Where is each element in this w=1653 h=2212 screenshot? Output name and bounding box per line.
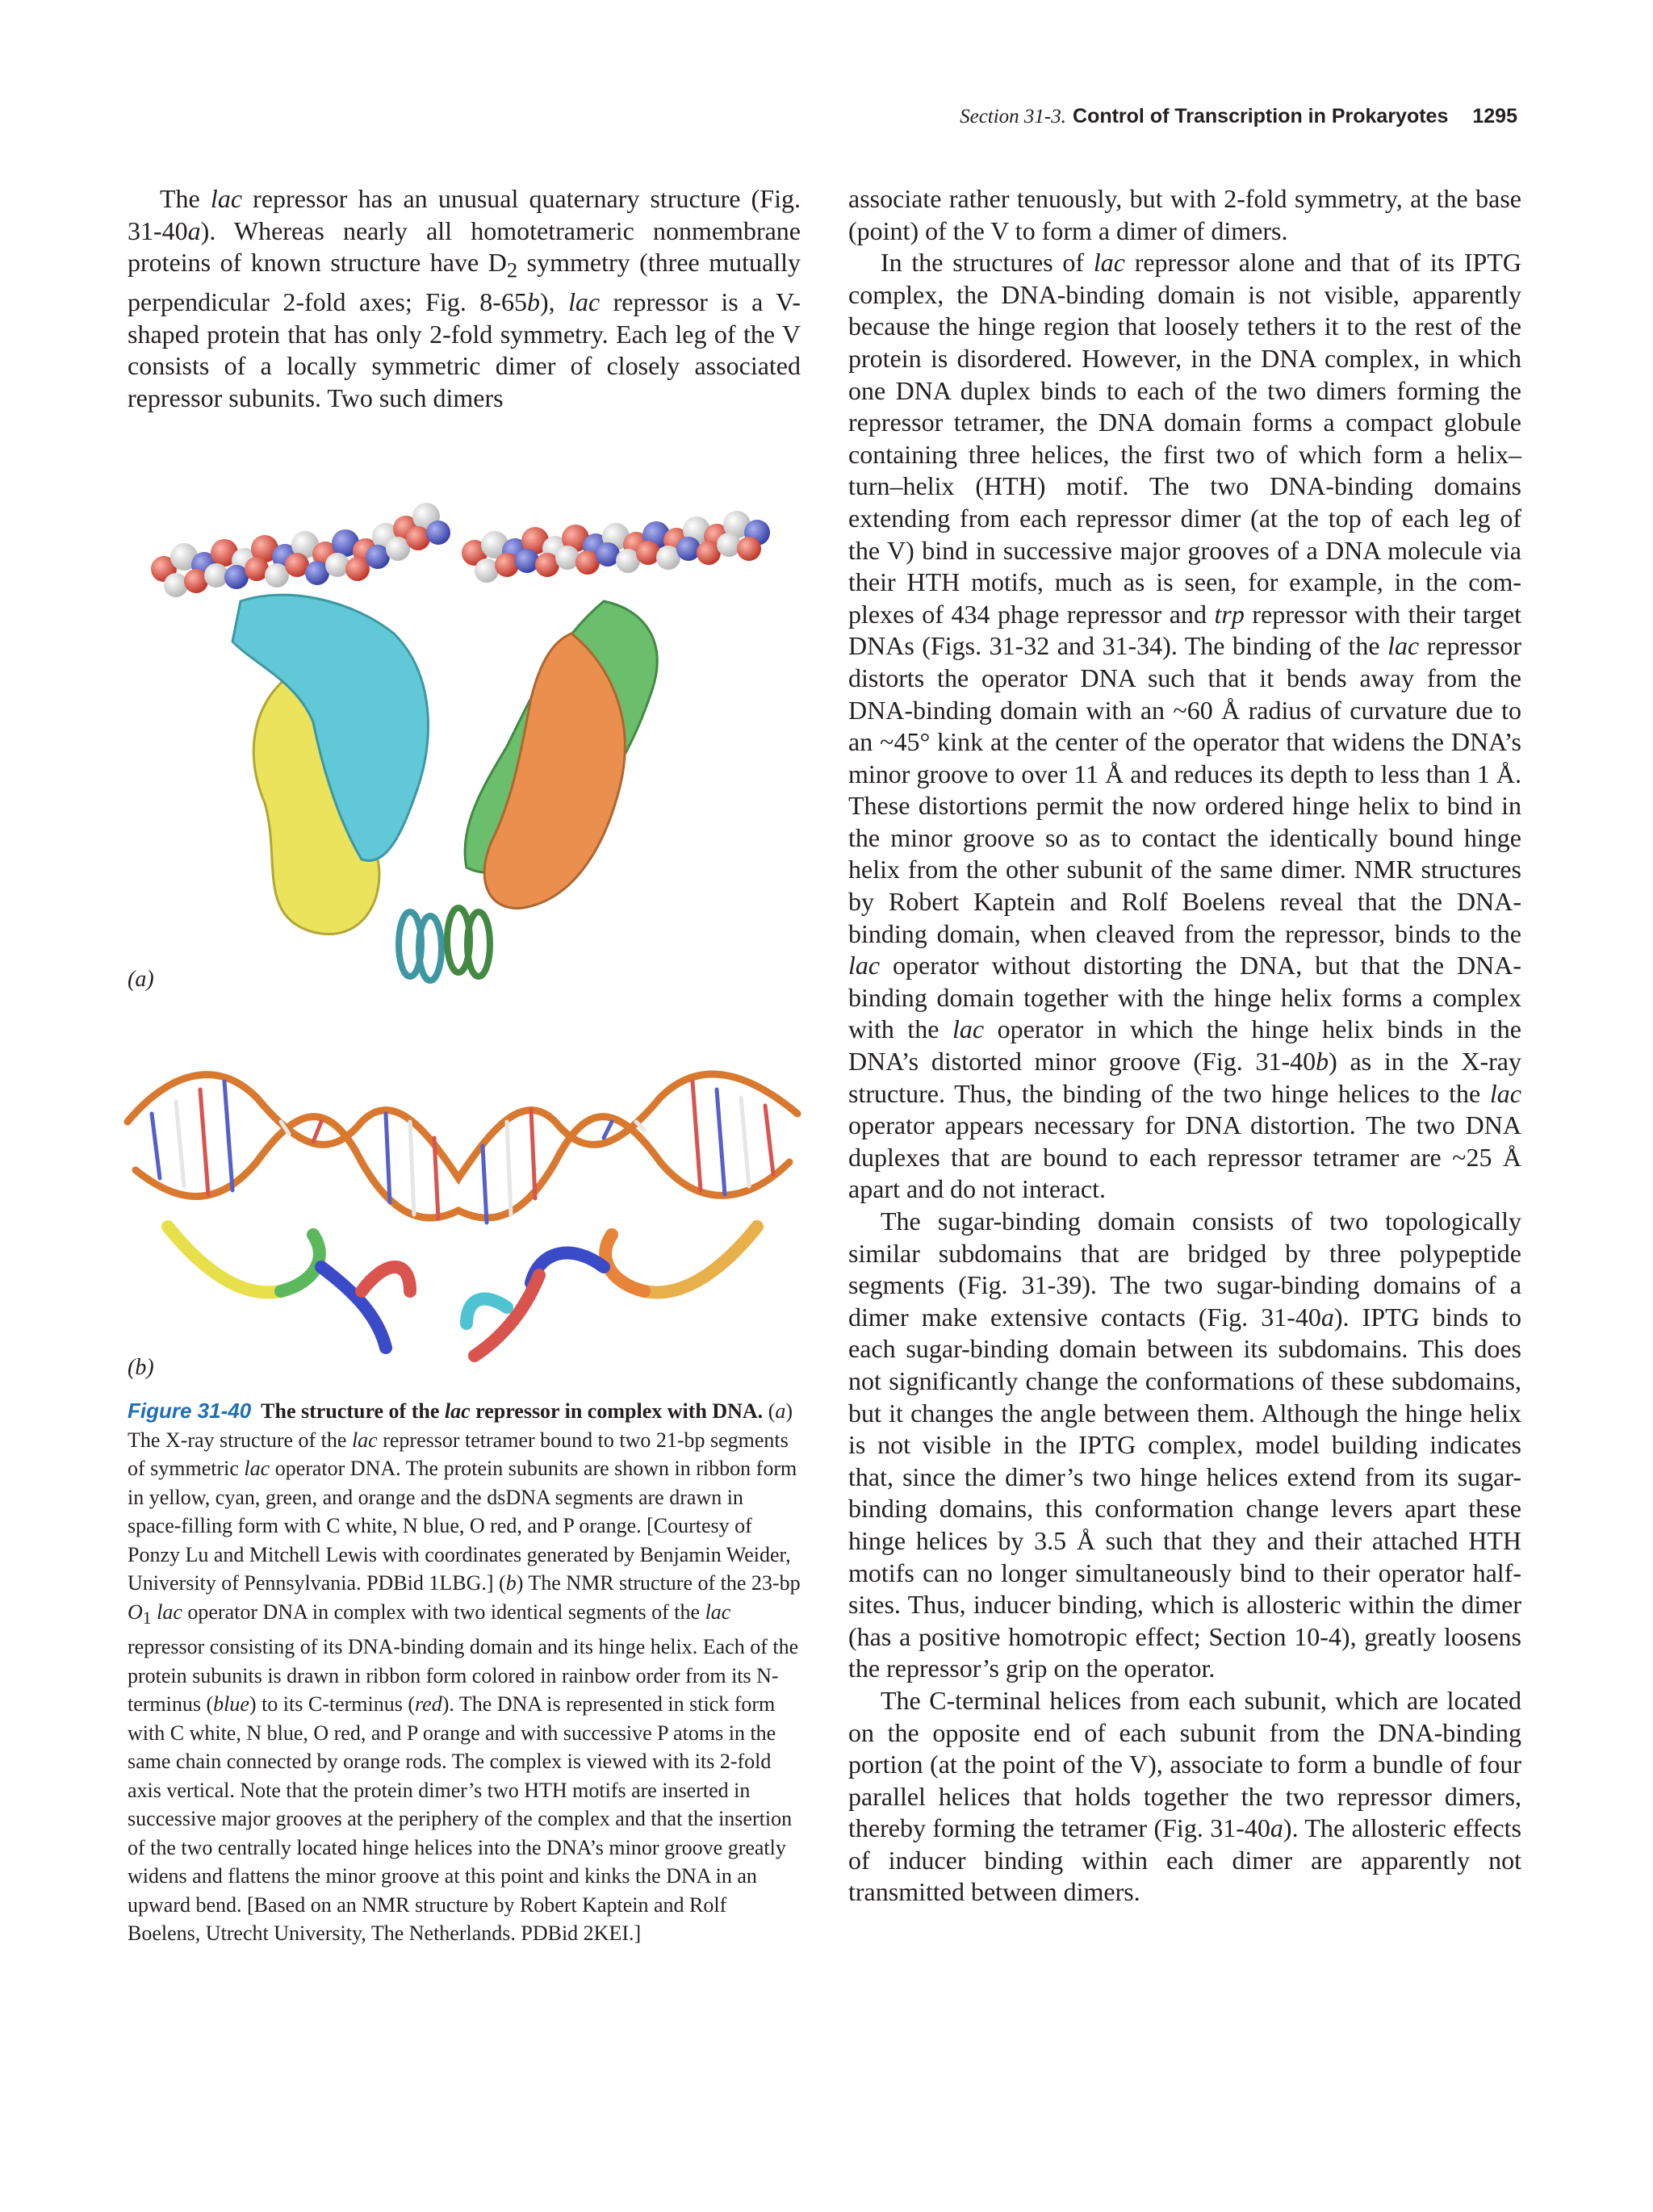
- paragraph: The lac repressor has an unusual quaternary structure (Fig. 31-40a). Whereas nearly all homotetrameric nonmembrane proteins of known structure have $D_2$ symmetry (three mutually perpendicular 2-fold axes; Fig. 8-65b), lac repressor is a V-shaped protein that has only 2-fold symmetry. Each leg of the V consists of a locally symmetric dimer of closely associated repressor subunits. Two such dimers: [128, 184, 801, 412]
- dna-base-sticks: [152, 1081, 773, 1223]
- dna-space-filling-left: [151, 503, 450, 597]
- paragraph: In the structures of lac repressor alone and that of its IPTG complex, the DNA-binding domain is not visible, apparently because the hinge region that loosely tethers it to the rest of the protein is disordered. However, in the DNA complex, in which one DNA duplex binds to each of the two dimers forming the repressor tetramer, the DNA domain forms a compact globule containing three helices, the first two of which form a helix–turn–helix (HTH) motif. The two DNA-binding domains extending from each repressor dimer (at the top of each leg of the V) bind in successive major grooves of a DNA molecule via their HTH motifs, much as is seen, for example, in the complexes of 434 phage repressor and trp repressor with their target DNAs (Figs. 31-32 and 31-34). The binding of the lac repressor distorts the operator DNA such that it bends away from the DNA-binding domain with an ~60 Å radius of curvature due to an ~45° kink at the center of the operator that widens the DNA’s minor groove to over 11 Å and reduces its depth to less than 1 Å. These distortions permit the now ordered hinge helix to bind in the minor groove so as to contact the identically bound hinge helix from the other subunit of the same dimer. NMR structures by Robert Kaptein and Rolf Boelens reveal that the DNA-binding domain, when cleaved from the repressor, binds to the lac operator without distorting the DNA, but that the DNA-binding domain together with the hinge helix forms a complex with the lac operator in which the hinge helix binds in the DNA’s distorted minor groove (Fig. 31-40b) as in the X-ray structure. Thus, the binding of the two hinge helices to the lac operator appears necessary for DNA distortion. The two DNA duplexes that are bound to each repressor tetramer are ~25 Å apart and do not interact.: [848, 248, 1522, 1204]
- panel-a-label: (a): [128, 967, 154, 992]
- left-column-text: [128, 183, 801, 415]
- running-header: [960, 103, 1517, 130]
- paragraph: associate rather tenuously, but with 2-fold symmetry, at the base (point) of the V to form a dimer of dimers.: [848, 184, 1521, 245]
- figure-number: Figure 31-40: [128, 1399, 252, 1423]
- panel-b-label: (b): [128, 1355, 154, 1380]
- paragraph: The sugar-binding domain consists of two topologically similar subdomains that are bridged by three polypeptide segments (Fig. 31-39). The two sugar-binding domains of a dimer make extensive contacts (Fig. 31-40a). IPTG binds to each sugar-binding domain between its subdomains. This does not significantly change the conformations of these subdomains, but it changes the angle between them. Although the hinge helix is not visible in the IPTG complex, model building indicates that, since the dimer’s two hinge helices extend from its sugar-binding domains, this conformation change levers apart these hinge helices by 3.5 Å such that they and their attached HTH motifs can no longer simultaneously bind to their operator half-sites. Thus, inducer binding, which is allosteric within the dimer (has a positive homotropic effect; Section 10-4), greatly loosens the repressor’s grip on the operator.: [848, 1206, 1521, 1683]
- protein-ribbons: [232, 595, 657, 981]
- page-number: 1295: [1472, 105, 1517, 128]
- figure-panel-a: [119, 480, 806, 1005]
- protein-rainbow-ribbons: [168, 1227, 757, 1356]
- figure-caption-body: (a) The X-ray structure of the lac repressor tetramer bound to two 21-bp segments of symmetric lac operator DNA. The protein subunits are shown in ribbon form in yellow, cyan, green, and orange and the dsDNA segments are drawn in space-filling form with C white, N blue, O red, and P orange. [Courtesy of Ponzy Lu and Mitchell Lewis with coordinates generated by Benjamin Weider, University of Pennsylvania. PDBid 1LBG.] (b) The NMR structure of the 23-bp $O_1$ lac operator DNA in complex with two identical segments of the lac repressor consisting of its DNA-binding domain and its hinge helix. Each of the protein subunits is drawn in ribbon form colored in rainbow order from its N-terminus (blue) to its C-terminus (red). The DNA is represented in stick form with C white, N blue, O red, and P orange and with successive P atoms in the same chain connected by orange rods. The complex is viewed with its 2-fold axis vertical. Note that the protein dimer’s two HTH motifs are inserted in successive major grooves at the periphery of the complex and that the insertion of the two centrally located hinge helices into the DNA’s minor groove greatly widens and flattens the minor groove at this point and kinks the DNA in an upward bend. [Based on an NMR structure by Robert Kaptein and Rolf Boelens, Utrecht University, The Netherlands. PDBid 2KEI.]: [128, 1399, 801, 1946]
- dna-space-filling-right: [462, 511, 770, 583]
- figure-caption: [128, 1397, 801, 1948]
- chapter-title: Control of Transcription in Prokaryotes: [1073, 105, 1449, 128]
- figure-title: The structure of the lac repressor in complex with DNA.: [261, 1399, 764, 1423]
- section-label: Section 31-3.: [960, 106, 1067, 128]
- lac-repressor-tetramer-illustration: [119, 480, 806, 1005]
- lac-operator-nmr-complex-illustration: [119, 1025, 806, 1380]
- figure-panel-b: [119, 1025, 806, 1380]
- paragraph: The C-terminal helices from each subunit, which are located on the opposite end of each subunit from the DNA-binding portion (at the point of the V), associate to form a bundle of four parallel helices that holds together the two repressor dimers, thereby forming the tetramer (Fig. 31-40a). The allosteric effects of inducer binding within each dimer are apparently not transmitted between dimers.: [848, 1685, 1522, 1907]
- right-column-text: [848, 183, 1521, 1909]
